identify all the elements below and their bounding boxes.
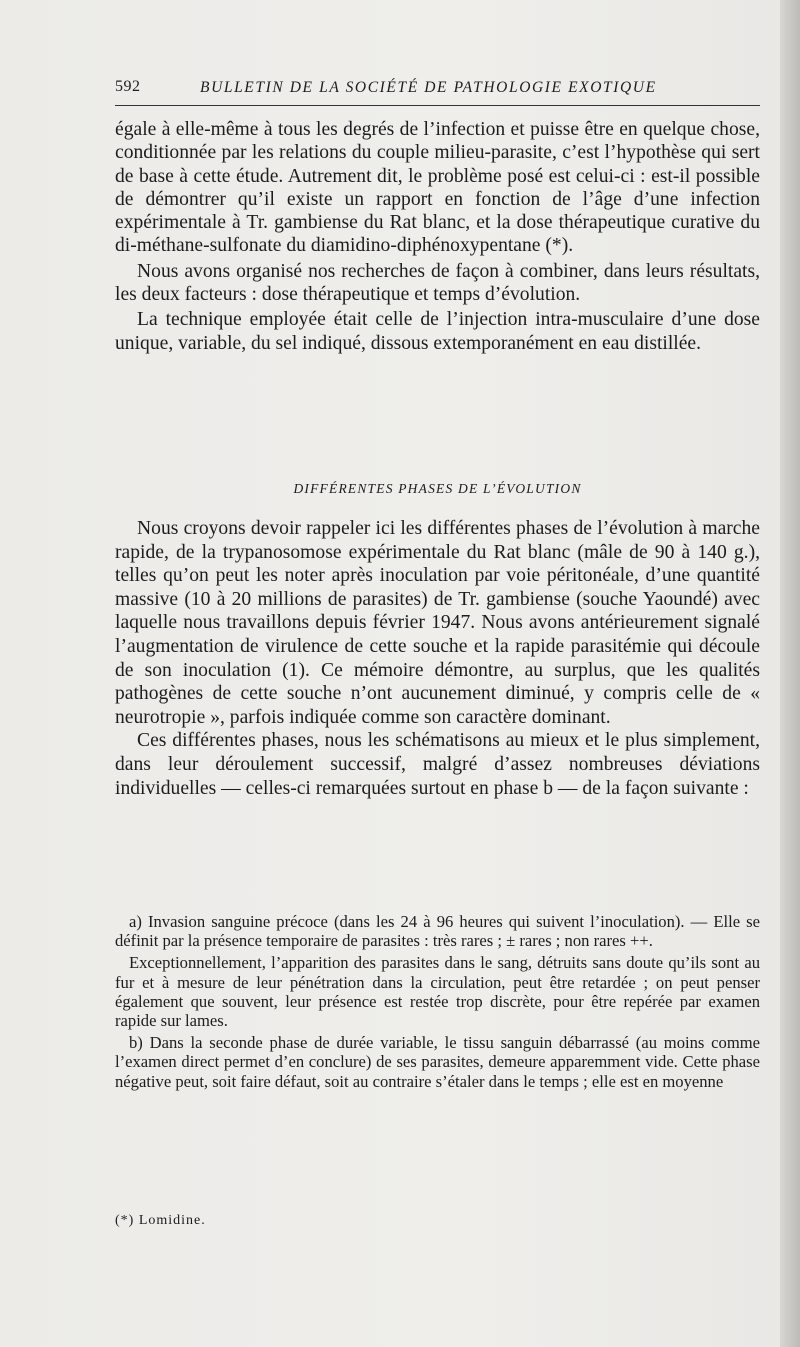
page-header — [115, 78, 760, 102]
page-edge — [780, 0, 800, 1347]
phases-text — [115, 912, 760, 1091]
footnote: (*) Lomidine. — [115, 1213, 206, 1228]
section-heading: DIFFÉRENTES PHASES DE L’ÉVOLUTION — [293, 481, 582, 496]
paragraph: Nous avons organisé nos recherches de façon à combiner, dans leurs résultats, les deux facteurs : dose thérapeutique et temps d’évolution. — [115, 260, 760, 306]
paragraph: Exceptionnellement, l’apparition des parasites dans le sang, détruits sans doute qu’ils sont au fur et à mesure de leur pénétration dans la circulation, peut être retardée ; on peut penser également que souvent, leur présence est restée trop discrète, pour être repérée par examen rapide sur lames. — [115, 953, 760, 1031]
paragraph: a) Invasion sanguine précoce (dans les 24 à 96 heures qui suivent l’inoculation). — Elle se définit par la présence temporaire de parasites : très rares ; ± rares ; non rares ++. — [115, 912, 760, 951]
page-number: 592 — [115, 78, 141, 95]
paragraph: Nous croyons devoir rappeler ici les différentes phases de l’évolution à marche rapide, de la trypanosomose expérimentale du Rat blanc (mâle de 90 à 140 g.), telles qu’on peut les noter après inoculation par voie péritonéale, d’une quantité massive (10 à 20 millions de parasites) de Tr. gambiense (souche Yaoundé) avec laquelle nous travaillons depuis février 1947. Nous avons antérieurement signalé l’augmentation de virulence de cette souche et la rapide parasitémie qui découle de son inoculation (1). Ce mémoire démontre, au surplus, que les qualités pathogènes de cette souche n’ont aucunement diminué, y compris celle de « neurotropie », parfois indiquée comme son caractère dominant. — [115, 518, 760, 728]
running-title: BULLETIN DE LA SOCIÉTÉ DE PATHOLOGIE EXOTIQUE — [200, 79, 657, 96]
paragraph: Ces différentes phases, nous les schématisons au mieux et le plus simplement, dans leur déroulement successif, malgré d’assez nombreuses déviations individuelles — celles-ci remarquées surtout en phase b — de la façon suivante : — [115, 730, 760, 799]
section-text — [115, 517, 760, 800]
paragraph: b) Dans la seconde phase de durée variable, le tissu sanguin débarrassé (au moins comme l’examen direct permet d’en conclure) de ses parasites, demeure apparemment vide. Cette phase négative peut, soit faire défaut, soit au contraire s’étaler dans le temps ; elle est en moyenne — [115, 1033, 760, 1091]
header-rule — [115, 105, 760, 106]
paragraph: La technique employée était celle de l’injection intra-musculaire d’une dose unique, variable, du sel indiqué, dissous extemporanément en eau distillée. — [115, 309, 760, 354]
intro-text — [115, 118, 760, 355]
paragraph: égale à elle-même à tous les degrés de l’infection et puisse être en quelque chose, conditionnée par les relations du couple milieu-parasite, c’est l’hypothèse qui sert de base à cette étude. Autrement dit, le problème posé est celui-ci : est-il possible de démontrer qu’il existe un rapport en fonction de l’âge d’une infection expérimentale à Tr. gambiense du Rat blanc, et la dose thérapeutique curative du di-méthane-sulfonate du diamidino-diphénoxypentane (*). — [115, 119, 760, 257]
